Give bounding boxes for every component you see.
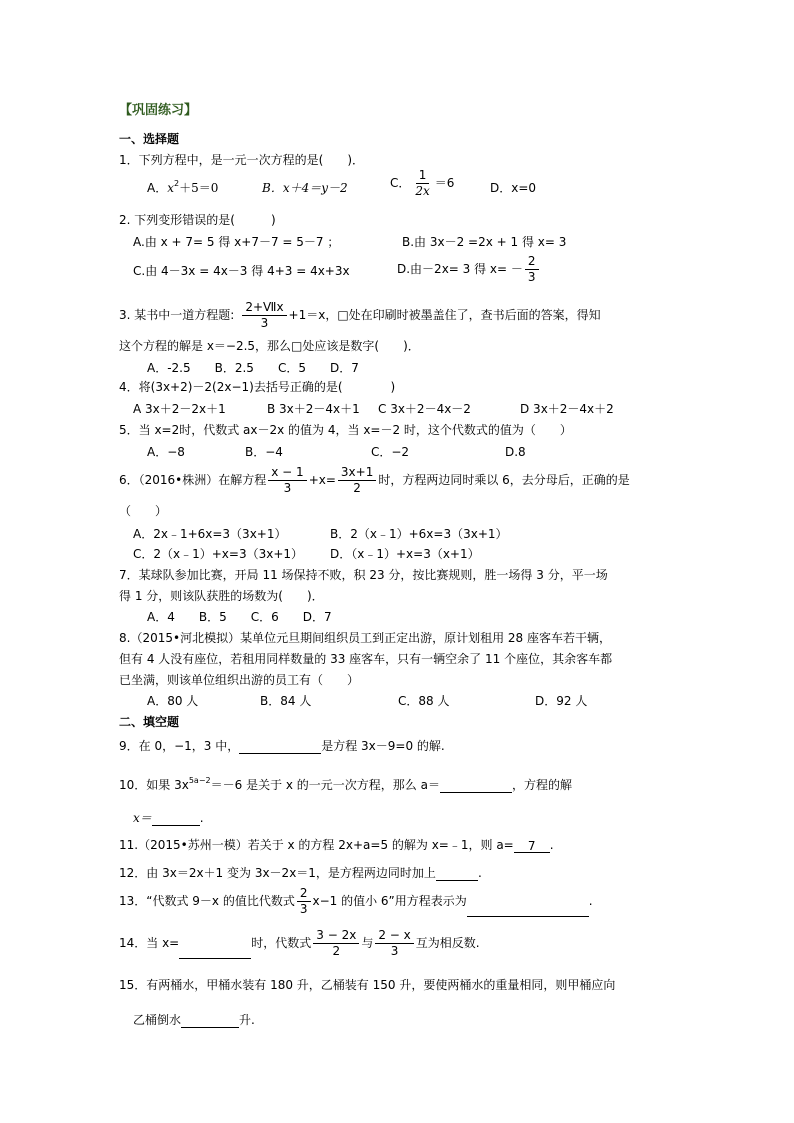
q8-line2: 但有 4 人没有座位，若租用同样数量的 33 座客车，只有一辆空余了 11 个座位，其余客车都 bbox=[119, 652, 613, 666]
q10-exponent: 5a−2 bbox=[188, 776, 211, 785]
q15-pre: 乙桶倒水 bbox=[133, 1013, 182, 1027]
q6-option-a: A．2x﹣1+6x=3（3x+1） bbox=[133, 527, 287, 541]
q9-line bbox=[119, 738, 445, 754]
q8-option-d: D．92 人 bbox=[535, 694, 588, 708]
q14-answer-blank[interactable] bbox=[179, 944, 251, 959]
q14-frac2-numerator: 2 − x bbox=[375, 928, 413, 944]
q1-a-label: A． bbox=[147, 181, 168, 195]
q15-line2 bbox=[133, 1012, 255, 1028]
q12-pre: 12．由 3x＝2x＋1 变为 3x－2x＝1，是方程两边同时加上 bbox=[119, 866, 436, 880]
q14-post: 互为相反数. bbox=[415, 936, 480, 950]
q7-line1: 7．某球队参加比赛，开局 11 场保持不败，积 23 分，按比赛规则，胜一场得 3 分，平一场 bbox=[119, 568, 608, 582]
q3-post: +1＝x，□处在印刷时被墨盖住了，查书后面的答案，得知 bbox=[288, 308, 601, 322]
q4-option-c: C 3x＋2－4x－2 bbox=[378, 402, 471, 416]
q4-option-a: A 3x＋2－2x＋1 bbox=[133, 402, 226, 416]
q15-line1: 15．有两桶水，甲桶水装有 180 升，乙桶装有 150 升，要使两桶水的重量相同，则甲桶应向 bbox=[119, 978, 616, 992]
q8-option-a: A．80 人 bbox=[147, 694, 199, 708]
q6-option-c: C．2（x﹣1）+x=3（3x+1） bbox=[133, 547, 304, 561]
q11-answer: 7 bbox=[514, 838, 550, 853]
q12-line bbox=[119, 865, 482, 881]
q2-option-b: B.由 3x－2 =2x + 1 得 x= 3 bbox=[402, 235, 567, 249]
q3-line1 bbox=[119, 300, 601, 331]
q9-post: 是方程 3x－9=0 的解. bbox=[321, 739, 445, 753]
q14-and: 与 bbox=[361, 936, 374, 950]
q1-c-label: C． bbox=[390, 176, 411, 190]
q3-denominator: 3 bbox=[260, 316, 269, 330]
q10-line1 bbox=[119, 777, 572, 793]
q5-option-a: A．−8 bbox=[147, 445, 185, 459]
q6-post: 时，方程两边同时乘以 6，去分母后，正确的是 bbox=[378, 473, 630, 487]
q13-line bbox=[119, 886, 593, 917]
q9-pre: 9．在 0，−1，3 中， bbox=[119, 739, 240, 753]
q1-a-rest: ＋5＝0 bbox=[179, 181, 219, 195]
q6-frac1-numerator: x − 1 bbox=[268, 465, 306, 481]
q1-c-rest: ＝6 bbox=[434, 176, 455, 190]
q13-numerator: 2 bbox=[297, 886, 311, 902]
q14-mid: 时，代数式 bbox=[251, 936, 312, 950]
q11-line bbox=[119, 837, 554, 853]
q5-option-d: D.8 bbox=[505, 445, 526, 459]
q6-line1 bbox=[119, 465, 630, 496]
fill-section-title: 二、填空题 bbox=[119, 715, 180, 729]
q4-option-d: D 3x＋2－4x＋2 bbox=[520, 402, 614, 416]
q4-stem: 4．将(3x+2)－2(2x−1)去括号正确的是( ) bbox=[119, 380, 396, 394]
q3-options: A．-2.5 B．2.5 C．5 D．7 bbox=[147, 361, 359, 375]
q10-x-label: x＝ bbox=[133, 811, 152, 825]
q1-c-numerator: 1 bbox=[416, 168, 430, 184]
q6-option-b: B．2（x﹣1）+6x=3（3x+1） bbox=[330, 527, 508, 541]
q14-frac1-numerator: 3 − 2x bbox=[313, 928, 359, 944]
q1-a-base: x bbox=[167, 181, 174, 195]
q10-mid: ＝－6 是关于 x 的一元一次方程，那么 a＝ bbox=[210, 778, 440, 792]
q14-line bbox=[119, 928, 480, 959]
q10-a-blank[interactable] bbox=[440, 778, 512, 793]
q1-option-a bbox=[147, 180, 218, 196]
q10-pre: 10．如果 3x bbox=[119, 778, 189, 792]
q6-mid: +x= bbox=[308, 473, 336, 487]
q6-frac2-denominator: 2 bbox=[353, 481, 361, 495]
q13-end: . bbox=[588, 894, 593, 908]
q14-frac2-denominator: 3 bbox=[390, 944, 399, 958]
q4-option-b: B 3x＋2－4x＋1 bbox=[267, 402, 360, 416]
q12-end: . bbox=[477, 866, 482, 880]
q13-denominator: 3 bbox=[299, 902, 308, 916]
q14-pre: 14．当 x= bbox=[119, 936, 180, 950]
q6-frac1-denominator: 3 bbox=[283, 481, 292, 495]
q6-pre: 6．（2016•株洲）在解方程 bbox=[119, 473, 267, 487]
q13-post: x−1 的值小 6”用方程表示为 bbox=[312, 894, 467, 908]
q2-d-numerator: 2 bbox=[525, 254, 539, 270]
q3-line2: 这个方程的解是 x＝−2.5，那么□处应该是数字( )． bbox=[119, 339, 420, 353]
q10-end: . bbox=[199, 811, 204, 825]
q1-a-exponent: 2 bbox=[174, 179, 180, 188]
q2-stem: 2. 下列变形错误的是( ) bbox=[119, 213, 276, 227]
q7-options: A．4 B．5 C．6 D．7 bbox=[147, 610, 332, 624]
q5-option-b: B．−4 bbox=[245, 445, 283, 459]
q8-line3: 已坐满，则该单位组织出游的员工有（ ） bbox=[119, 673, 360, 687]
q2-d-denominator: 3 bbox=[527, 270, 536, 284]
q8-line1: 8.（2015•河北模拟）某单位元旦期间组织员工到正定出游，原计划租用 28 座客车若干辆， bbox=[119, 631, 611, 645]
q2-option-a: A.由 x + 7= 5 得 x+7－7 = 5－7 ； bbox=[133, 235, 340, 249]
q1-option-b: B．x＋4＝y－2 bbox=[262, 181, 348, 195]
q14-frac1-denominator: 2 bbox=[332, 944, 341, 958]
q8-option-c: C．88 人 bbox=[398, 694, 450, 708]
q9-answer-blank[interactable] bbox=[239, 739, 321, 754]
q11-pre: 11.（2015•苏州一模）若关于 x 的方程 2x+a=5 的解为 x=﹣1，则 a= bbox=[119, 838, 514, 852]
q2-option-d bbox=[397, 254, 541, 285]
q15-answer-blank[interactable] bbox=[181, 1013, 239, 1028]
q15-post: 升. bbox=[239, 1013, 255, 1027]
q2-option-c: C.由 4－3x = 4x－3 得 4+3 = 4x+3x bbox=[133, 264, 350, 278]
q8-option-b: B．84 人 bbox=[260, 694, 312, 708]
q7-line2: 得 1 分，则该队获胜的场数为( )． bbox=[119, 589, 324, 603]
q13-answer-blank[interactable] bbox=[467, 902, 589, 917]
q3-numerator: 2+Ⅶx bbox=[242, 300, 286, 316]
q2-d-text: D.由－2x= 3 得 x= － bbox=[397, 262, 523, 276]
q1-stem: 1．下列方程中，是一元一次方程的是( )． bbox=[119, 153, 364, 167]
q11-end: . bbox=[549, 838, 554, 852]
q6-option-d: D．（x﹣1）+x=3（x+1） bbox=[330, 547, 480, 561]
q1-option-c bbox=[390, 168, 454, 199]
q13-pre: 13．“代数式 9－x 的值比代数式 bbox=[119, 894, 295, 908]
q10-post: ，方程的解 bbox=[511, 778, 572, 792]
section-header: 【巩固练习】 bbox=[119, 103, 198, 118]
choice-section-title: 一、选择题 bbox=[119, 132, 180, 146]
q5-option-c: C．−2 bbox=[371, 445, 410, 459]
q6-frac2-numerator: 3x+1 bbox=[338, 465, 376, 481]
q12-answer-blank[interactable] bbox=[436, 866, 478, 881]
q10-solution-blank[interactable] bbox=[152, 811, 200, 826]
q10-line2 bbox=[133, 810, 204, 826]
q5-stem: 5．当 x=2时，代数式 ax－2x 的值为 4，当 x=－2 时，这个代数式的值为（ ） bbox=[119, 423, 572, 437]
q1-c-denominator: 2x bbox=[415, 184, 430, 198]
q3-pre: 3. 某书中一道方程题: bbox=[119, 308, 235, 322]
q6-paren: （ ） bbox=[119, 504, 168, 518]
q1-option-d: D．x=0 bbox=[490, 181, 537, 195]
